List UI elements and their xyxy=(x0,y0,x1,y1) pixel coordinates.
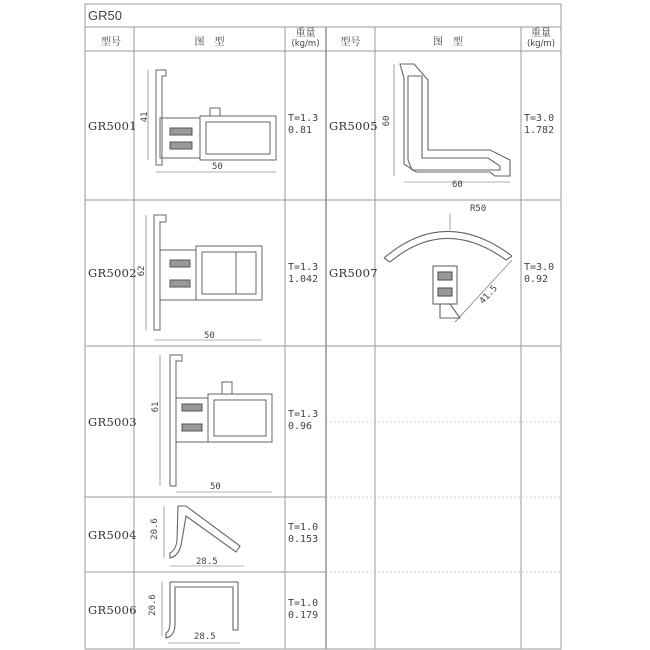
model-gr5003: GR5003 xyxy=(88,415,137,429)
dim-gr5003-height: 61 xyxy=(151,401,161,413)
dim-gr5006-width: 28.5 xyxy=(194,632,216,642)
dim-gr5003-width: 50 xyxy=(210,482,221,492)
profile-gr5003-drawing xyxy=(160,355,272,492)
model-gr5004: GR5004 xyxy=(88,528,137,542)
spec-gr5007 xyxy=(524,262,554,286)
thickness: T=3.0 xyxy=(524,262,555,273)
header-model-right: 型号 xyxy=(340,37,361,48)
dim-gr5006-height: 20.6 xyxy=(148,594,158,616)
spec-gr5002 xyxy=(288,262,318,286)
dim-gr5004-height: 20.6 xyxy=(150,518,160,540)
header-weight-unit: (kg/m) xyxy=(291,39,320,49)
weight: 0.81 xyxy=(288,125,313,136)
model-gr5007: GR5007 xyxy=(329,266,378,280)
header-drawing-right: 图 型 xyxy=(433,37,463,48)
profile-gr5007-drawing xyxy=(384,214,512,322)
model-gr5006: GR5006 xyxy=(88,603,137,617)
dim-gr5004-width: 28.5 xyxy=(196,557,218,567)
dim-gr5001-height: 41 xyxy=(140,111,150,123)
profile-gr5001-drawing xyxy=(148,70,276,172)
weight: 1.042 xyxy=(288,274,319,285)
model-gr5001: GR5001 xyxy=(88,119,137,133)
header-weight-right xyxy=(521,28,561,50)
weight: 0.92 xyxy=(524,274,549,285)
dim-gr5002-width: 50 xyxy=(204,331,215,341)
weight: 1.782 xyxy=(524,125,555,136)
dim-gr5007-length: 41.5 xyxy=(477,283,500,307)
thickness: T=1.3 xyxy=(288,262,319,273)
spec-gr5004 xyxy=(288,522,318,546)
sheet-title: GR50 xyxy=(88,8,122,23)
thickness: T=1.0 xyxy=(288,598,319,609)
dim-gr5005-width: 60 xyxy=(452,180,463,190)
header-weight-unit: (kg/m) xyxy=(526,39,556,49)
weight: 0.96 xyxy=(288,421,313,432)
dim-gr5005-height: 60 xyxy=(382,115,392,127)
header-model-left: 型号 xyxy=(101,37,121,48)
spec-gr5006 xyxy=(288,598,318,622)
dim-gr5007-radius: R50 xyxy=(470,204,487,214)
weight: 0.179 xyxy=(288,610,319,621)
spec-gr5003 xyxy=(288,409,318,433)
thickness: T=3.0 xyxy=(524,113,555,124)
model-gr5002: GR5002 xyxy=(88,266,137,280)
thickness: T=1.3 xyxy=(288,113,319,124)
thickness: T=1.3 xyxy=(288,409,319,420)
profile-gr5002-drawing xyxy=(146,215,262,340)
dim-gr5001-width: 50 xyxy=(212,162,223,172)
profile-gr5005-drawing xyxy=(394,64,510,182)
thickness: T=1.0 xyxy=(288,522,319,533)
header-weight-label: 重量 xyxy=(531,28,551,39)
header-weight-left xyxy=(285,28,326,50)
spec-gr5001 xyxy=(288,113,318,137)
header-drawing-left: 图 型 xyxy=(194,37,225,48)
header-weight-label: 重量 xyxy=(295,28,316,39)
spec-gr5005 xyxy=(524,113,554,137)
weight: 0.153 xyxy=(288,534,319,545)
model-gr5005: GR5005 xyxy=(329,119,378,133)
dim-gr5002-height: 62 xyxy=(137,265,147,277)
